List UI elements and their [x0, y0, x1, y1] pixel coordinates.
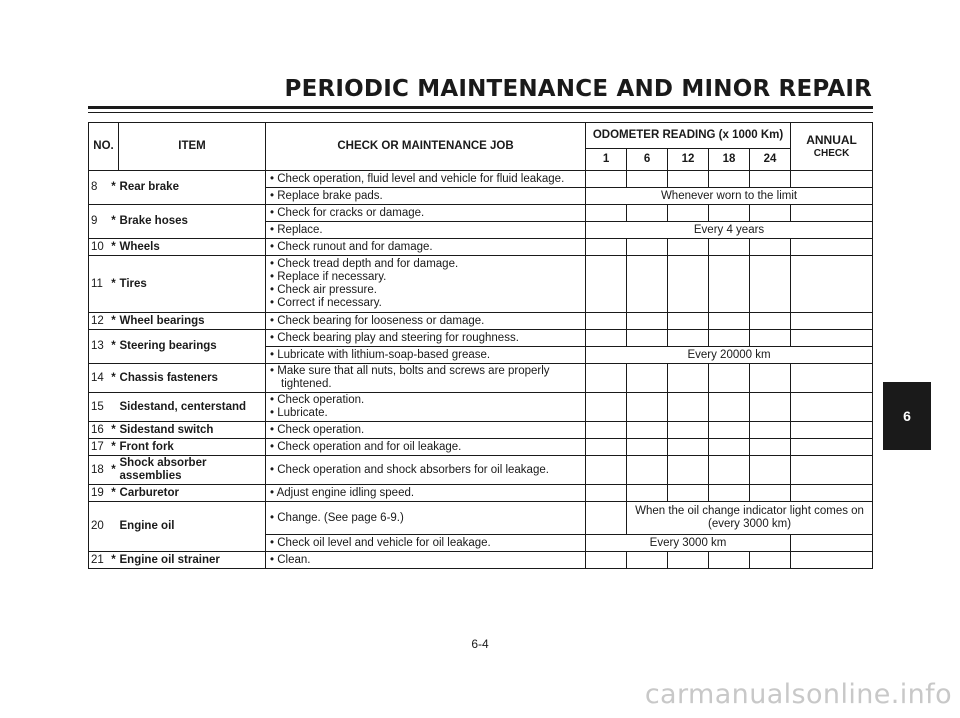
row-job	[266, 188, 586, 205]
job-line: • Clean.	[270, 553, 311, 566]
check-cell	[586, 256, 627, 313]
check-cell	[750, 485, 791, 502]
check-cell	[709, 552, 750, 569]
table-row	[89, 364, 873, 393]
check-cell	[627, 313, 668, 330]
row-job	[266, 313, 586, 330]
row-number: 14	[89, 364, 109, 393]
row-job	[266, 171, 586, 188]
check-cell	[586, 456, 627, 485]
header-odometer: ODOMETER READING (x 1000 Km)	[586, 123, 791, 149]
check-cell	[668, 422, 709, 439]
check-cell	[709, 171, 750, 188]
job-line: • Check bearing for looseness or damage.	[270, 314, 485, 327]
check-cell	[791, 456, 873, 485]
header-km: 12	[668, 149, 709, 171]
maintenance-table	[88, 122, 873, 569]
header-item: ITEM	[119, 123, 266, 171]
job-line: • Check operation.	[270, 394, 365, 406]
row-star: *	[109, 239, 119, 256]
job-line: • Check air pressure.	[270, 284, 377, 296]
row-number: 10	[89, 239, 109, 256]
check-cell	[627, 330, 668, 347]
row-job	[266, 422, 586, 439]
title-rule-thick	[88, 106, 873, 109]
row-item: Tires	[119, 256, 266, 313]
check-cell	[791, 393, 873, 422]
check-cell	[668, 485, 709, 502]
row-job	[266, 456, 586, 485]
table-row	[89, 171, 873, 188]
check-cell	[791, 535, 873, 552]
row-item: Sidestand switch	[119, 422, 266, 439]
table-row	[89, 256, 873, 313]
row-star	[109, 502, 119, 552]
header-no: NO.	[89, 123, 119, 171]
chapter-tab: 6	[883, 382, 931, 450]
row-star: *	[109, 439, 119, 456]
row-star: *	[109, 313, 119, 330]
job-line: • Adjust engine idling speed.	[270, 486, 415, 499]
check-cell	[668, 552, 709, 569]
row-star: *	[109, 552, 119, 569]
row-job	[266, 347, 586, 364]
check-cell	[709, 485, 750, 502]
check-cell	[586, 552, 627, 569]
row-star	[109, 393, 119, 422]
check-cell	[668, 393, 709, 422]
check-cell	[750, 364, 791, 393]
header-job: CHECK OR MAINTENANCE JOB	[266, 123, 586, 171]
check-cell	[668, 171, 709, 188]
check-cell	[791, 313, 873, 330]
check-cell	[586, 485, 627, 502]
title-rule-thin	[88, 112, 873, 113]
table-row	[89, 485, 873, 502]
check-cell	[586, 364, 627, 393]
check-cell	[586, 330, 627, 347]
check-cell	[627, 422, 668, 439]
table-row	[89, 330, 873, 347]
header-km: 24	[750, 149, 791, 171]
row-job	[266, 535, 586, 552]
row-star: *	[109, 171, 119, 205]
check-cell	[791, 422, 873, 439]
page-title: PERIODIC MAINTENANCE AND MINOR REPAIR	[284, 76, 872, 102]
check-cell	[791, 205, 873, 222]
check-cell	[750, 205, 791, 222]
table-row	[89, 205, 873, 222]
check-cell	[586, 171, 627, 188]
check-cell	[668, 205, 709, 222]
interval-note: When the oil change indicator light comes on (every 3000 km)	[627, 502, 873, 535]
header-km: 6	[627, 149, 668, 171]
row-number: 12	[89, 313, 109, 330]
check-cell	[750, 256, 791, 313]
row-job	[266, 330, 586, 347]
interval-span: Every 3000 km	[586, 535, 791, 552]
job-line: • Lubricate.	[270, 407, 328, 419]
check-cell	[668, 456, 709, 485]
row-star: *	[109, 256, 119, 313]
row-number: 13	[89, 330, 109, 364]
job-line: • Make sure that all nuts, bolts and screws are properly	[270, 365, 550, 377]
row-job	[266, 552, 586, 569]
job-line: • Lubricate with lithium-soap-based grease.	[270, 348, 491, 361]
job-line: • Check operation.	[270, 423, 365, 436]
check-cell	[668, 313, 709, 330]
check-cell	[668, 439, 709, 456]
row-item: Carburetor	[119, 485, 266, 502]
job-line: • Change. (See page 6-9.)	[270, 511, 404, 524]
check-cell	[668, 364, 709, 393]
header-annual-check	[791, 123, 873, 171]
header-km: 1	[586, 149, 627, 171]
row-number: 8	[89, 171, 109, 205]
check-cell	[709, 364, 750, 393]
check-cell	[709, 439, 750, 456]
check-cell	[750, 456, 791, 485]
row-number: 11	[89, 256, 109, 313]
check-cell	[791, 364, 873, 393]
table-row	[89, 502, 873, 535]
table-body	[89, 171, 873, 569]
row-star: *	[109, 485, 119, 502]
row-job	[266, 239, 586, 256]
check-cell	[750, 393, 791, 422]
row-job	[266, 485, 586, 502]
row-item: Wheel bearings	[119, 313, 266, 330]
check-cell	[627, 239, 668, 256]
job-line: • Replace.	[270, 223, 323, 236]
job-line: • Correct if necessary.	[270, 297, 382, 309]
interval-span: Every 4 years	[586, 222, 873, 239]
check-cell	[668, 239, 709, 256]
table-row	[89, 393, 873, 422]
row-number: 16	[89, 422, 109, 439]
job-line: • Replace if necessary.	[270, 271, 387, 283]
row-job	[266, 502, 586, 535]
check-cell	[586, 313, 627, 330]
row-item: Shock absorber assemblies	[119, 456, 266, 485]
job-line: • Check oil level and vehicle for oil leakage.	[270, 536, 491, 549]
check-cell	[791, 485, 873, 502]
check-cell	[627, 256, 668, 313]
check-cell	[586, 239, 627, 256]
check-cell	[709, 456, 750, 485]
interval-span: Every 20000 km	[586, 347, 873, 364]
check-cell	[668, 330, 709, 347]
row-number: 9	[89, 205, 109, 239]
check-cell	[627, 171, 668, 188]
check-cell	[709, 256, 750, 313]
job-line: • Check tread depth and for damage.	[270, 258, 459, 270]
row-item: Rear brake	[119, 171, 266, 205]
row-job	[266, 205, 586, 222]
job-line: • Replace brake pads.	[270, 189, 383, 202]
check-cell	[791, 171, 873, 188]
row-item: Wheels	[119, 239, 266, 256]
table-row	[89, 552, 873, 569]
job-line: • Check for cracks or damage.	[270, 206, 425, 219]
job-line: • Check operation and for oil leakage.	[270, 440, 462, 453]
table-row	[89, 456, 873, 485]
check-cell	[750, 422, 791, 439]
row-job	[266, 222, 586, 239]
row-job	[266, 364, 586, 393]
check-cell	[709, 330, 750, 347]
job-line: • Check operation, fluid level and vehicle for fluid leakage.	[270, 172, 565, 185]
row-item: Engine oil strainer	[119, 552, 266, 569]
row-item: Engine oil	[119, 502, 266, 552]
row-number: 19	[89, 485, 109, 502]
check-cell	[750, 239, 791, 256]
check-cell	[709, 393, 750, 422]
check-cell	[709, 205, 750, 222]
check-cell	[709, 422, 750, 439]
table-row	[89, 239, 873, 256]
row-item: Sidestand, centerstand	[119, 393, 266, 422]
check-cell	[791, 552, 873, 569]
check-cell	[586, 502, 627, 535]
row-number: 15	[89, 393, 109, 422]
row-item: Front fork	[119, 439, 266, 456]
row-star: *	[109, 330, 119, 364]
row-star: *	[109, 456, 119, 485]
check-cell	[627, 364, 668, 393]
job-line: • Check bearing play and steering for roughness.	[270, 331, 519, 344]
row-star: *	[109, 422, 119, 439]
watermark: carmanualsonline.info	[644, 679, 952, 710]
job-line: • Check runout and for damage.	[270, 240, 433, 253]
header-km: 18	[709, 149, 750, 171]
check-cell	[586, 393, 627, 422]
row-job	[266, 256, 586, 313]
header-check-label: CHECK	[813, 147, 850, 159]
check-cell	[627, 552, 668, 569]
header-annual-label: ANNUAL	[806, 132, 857, 147]
row-number: 20	[89, 502, 109, 552]
table-row	[89, 422, 873, 439]
row-number: 18	[89, 456, 109, 485]
row-item: Chassis fasteners	[119, 364, 266, 393]
check-cell	[586, 422, 627, 439]
check-cell	[750, 552, 791, 569]
check-cell	[709, 313, 750, 330]
check-cell	[627, 393, 668, 422]
check-cell	[750, 439, 791, 456]
row-star: *	[109, 205, 119, 239]
check-cell	[791, 330, 873, 347]
check-cell	[791, 239, 873, 256]
row-item: Brake hoses	[119, 205, 266, 239]
check-cell	[627, 439, 668, 456]
check-cell	[791, 439, 873, 456]
page-number: 6-4	[471, 637, 489, 651]
row-job	[266, 439, 586, 456]
check-cell	[627, 456, 668, 485]
row-job	[266, 393, 586, 422]
row-item: Steering bearings	[119, 330, 266, 364]
check-cell	[750, 171, 791, 188]
row-number: 17	[89, 439, 109, 456]
check-cell	[791, 256, 873, 313]
check-cell	[750, 330, 791, 347]
table-row	[89, 439, 873, 456]
check-cell	[709, 239, 750, 256]
check-cell	[627, 485, 668, 502]
check-cell	[668, 256, 709, 313]
job-line: tightened.	[281, 378, 332, 390]
check-cell	[627, 205, 668, 222]
table-row	[89, 313, 873, 330]
check-cell	[586, 439, 627, 456]
row-number: 21	[89, 552, 109, 569]
job-line: • Check operation and shock absorbers for oil leakage.	[270, 463, 549, 476]
check-cell	[750, 313, 791, 330]
interval-span: Whenever worn to the limit	[586, 188, 873, 205]
check-cell	[586, 205, 627, 222]
row-star: *	[109, 364, 119, 393]
